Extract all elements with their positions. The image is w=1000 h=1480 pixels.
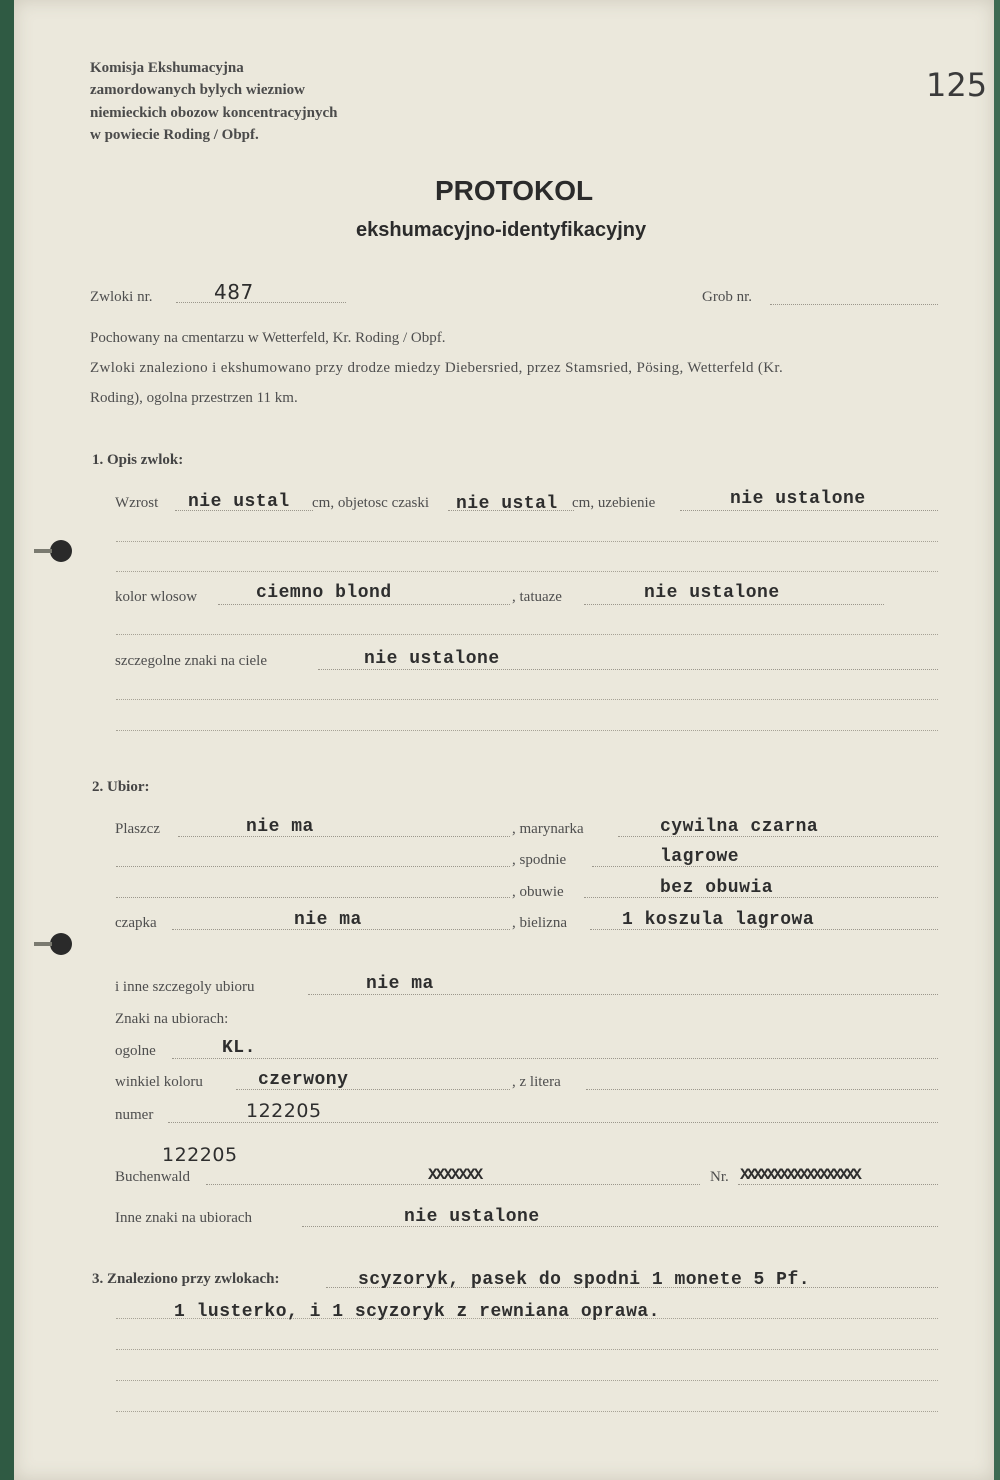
wzrost-unit-label: cm, objetosc czaski	[312, 495, 430, 511]
czapka-label: czapka	[115, 915, 157, 931]
tatuaze-dotted-line	[584, 604, 884, 605]
punch-hole-icon	[50, 933, 72, 955]
uzebienie-label: cm, uzebienie	[572, 495, 656, 511]
marynarka-value: cywilna czarna	[660, 817, 819, 837]
znaki-na-ciele-value: nie ustalone	[364, 649, 500, 669]
buchenwald-label: Buchenwald	[115, 1169, 190, 1185]
buchenwald-number: 122205	[162, 1144, 238, 1166]
tatuaze-value: nie ustalone	[644, 583, 780, 603]
obuwie-value: bez obuwia	[660, 878, 774, 898]
bielizna-value: 1 koszula lagrowa	[622, 910, 815, 930]
blank-dotted-line	[116, 866, 510, 867]
found-location-line1: Zwloki znaleziono i ekshumowano przy drodze miedzy Diebersried, przez Stamsried, Pösing, Wetterfeld (Kr.	[90, 360, 784, 376]
burial-place: Pochowany na cmentarzu w Wetterfeld, Kr. Roding / Obpf.	[90, 330, 446, 346]
section-3-heading: 3. Znaleziono przy zwlokach:	[92, 1271, 280, 1287]
found-items-line2: 1 lusterko, i 1 scyzoryk z rewniana oprawa.	[174, 1302, 660, 1322]
numer-value: 122205	[246, 1100, 322, 1122]
bielizna-label: , bielizna	[512, 915, 567, 931]
blank-dotted-line	[116, 634, 938, 635]
winkiel-label: winkiel koloru	[115, 1074, 203, 1090]
nr-struck-text: XXXXXXXXXXXXXXXXXX	[740, 1166, 859, 1184]
blank-dotted-line	[116, 1380, 938, 1381]
blank-dotted-line	[116, 897, 510, 898]
section-1-heading: 1. Opis zwlok:	[92, 452, 184, 468]
found-location-line2: Roding), ogolna przestrzen 11 km.	[90, 390, 298, 406]
ogolne-value: KL.	[222, 1038, 256, 1058]
inne-znaki-dotted-line	[302, 1226, 938, 1227]
inne-znaki-label: Inne znaki na ubiorach	[115, 1210, 253, 1226]
wlosy-value: ciemno blond	[256, 583, 392, 603]
wlosy-label: kolor wlosow	[115, 589, 198, 605]
spodnie-label: , spodnie	[512, 852, 567, 868]
znaki-na-ciele-label: szczegolne znaki na ciele	[115, 653, 267, 669]
page-edge	[994, 0, 1000, 1480]
wlosy-dotted-line	[218, 604, 510, 605]
winkiel-value: czerwony	[258, 1070, 349, 1090]
litera-dotted-line	[586, 1089, 938, 1090]
zwloki-dotted-line	[176, 302, 346, 303]
ogolne-dotted-line	[172, 1058, 938, 1059]
numer-dotted-line	[168, 1122, 938, 1123]
blank-dotted-line	[116, 730, 938, 731]
znaki-na-ubiorach-heading: Znaki na ubiorach:	[115, 1011, 229, 1027]
plaszcz-dotted-line	[178, 836, 510, 837]
blank-dotted-line	[116, 1411, 938, 1412]
page-number: 125	[926, 66, 988, 104]
commission-name-line4: w powiecie Roding / Obpf.	[90, 127, 259, 143]
blank-dotted-line	[116, 571, 938, 572]
litera-label: , z litera	[512, 1074, 561, 1090]
zwloki-label: Zwloki nr.	[90, 289, 153, 305]
spodnie-dotted-line	[592, 866, 938, 867]
plaszcz-label: Plaszcz	[115, 821, 160, 837]
marynarka-label: , marynarka	[512, 821, 584, 837]
zwloki-number: 487	[214, 280, 254, 304]
document-subtitle: ekshumacyjno-identyfikacyjny	[356, 219, 647, 241]
grob-label: Grob nr.	[702, 289, 752, 305]
inne-znaki-value: nie ustalone	[404, 1207, 540, 1227]
commission-name-line1: Komisja Ekshumacyjna	[90, 60, 244, 76]
tatuaze-label: , tatuaze	[512, 589, 562, 605]
ogolne-label: ogolne	[115, 1043, 156, 1059]
commission-name-line3: niemieckich obozow koncentracyjnych	[90, 105, 338, 121]
blank-dotted-line	[116, 541, 938, 542]
buchenwald-struck-text: XXXXXXX	[428, 1166, 482, 1184]
grob-dotted-line	[770, 304, 938, 305]
czaszka-value: nie ustal	[456, 494, 558, 514]
inne-szczegoly-dotted-line	[308, 994, 938, 995]
found-items-line1: scyzoryk, pasek do spodni 1 monete 5 Pf.	[358, 1270, 811, 1290]
blank-dotted-line	[116, 699, 938, 700]
obuwie-label: , obuwie	[512, 884, 564, 900]
inne-szczegoly-value: nie ma	[366, 974, 434, 994]
uzebienie-dotted-line	[680, 510, 938, 511]
numer-label: numer	[115, 1107, 154, 1123]
wzrost-value: nie ustal	[188, 492, 290, 512]
spodnie-value: lagrowe	[660, 847, 740, 867]
uzebienie-value: nie ustalone	[730, 489, 866, 509]
punch-hole-icon	[50, 540, 72, 562]
wzrost-label: Wzrost	[115, 495, 159, 511]
czapka-value: nie ma	[294, 910, 362, 930]
plaszcz-value: nie ma	[246, 817, 314, 837]
buchenwald-dotted-line	[206, 1184, 700, 1185]
document-title: PROTOKOL	[435, 175, 594, 206]
section-2-heading: 2. Ubior:	[92, 779, 150, 795]
commission-name-line2: zamordowanych bylych wiezniow	[90, 82, 305, 98]
znaki-dotted-line	[318, 669, 938, 670]
nr-dotted-line	[738, 1184, 938, 1185]
blank-dotted-line	[116, 1349, 938, 1350]
inne-szczegoly-label: i inne szczegoly ubioru	[115, 979, 255, 995]
nr-label: Nr.	[710, 1169, 729, 1185]
